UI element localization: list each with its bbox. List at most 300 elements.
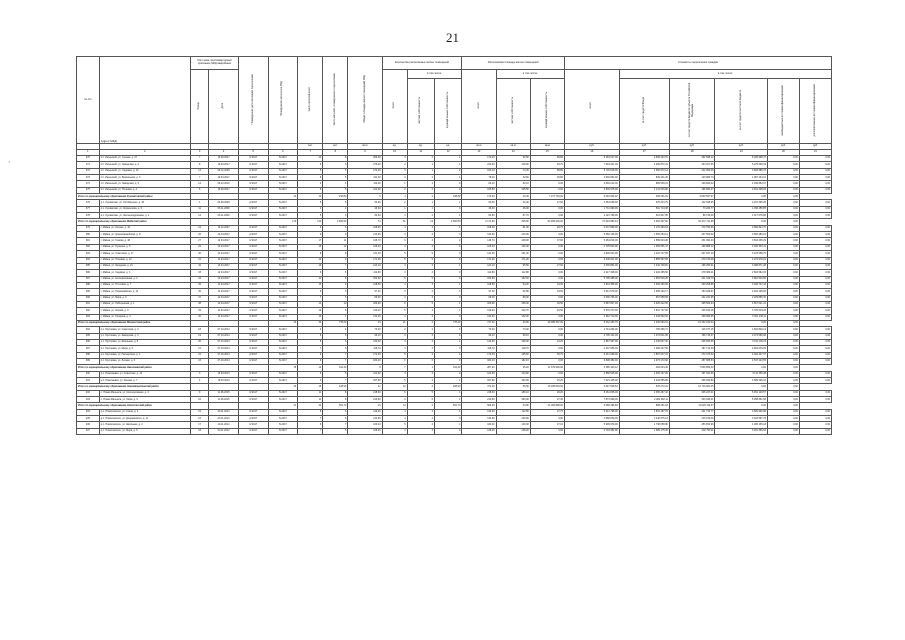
- table-cell: 0,00: [767, 365, 799, 371]
- table-cell: 3 500 900,08: [715, 409, 767, 415]
- table-cell: 3: [382, 346, 407, 352]
- table-cell: 0,00: [530, 295, 564, 301]
- table-cell: 0: [434, 371, 461, 377]
- page-number: 21: [446, 30, 459, 45]
- table-cell: IV.2017: [268, 175, 298, 181]
- unit-cell: руб.: [799, 144, 831, 150]
- table-cell: 12: [298, 156, 323, 162]
- table-cell: 0: [434, 232, 461, 238]
- table-cell: 07.10.2014: [209, 339, 239, 345]
- table-cell: 143,90: [496, 232, 530, 238]
- address-cell: р.п. Мулловка, ул. Заводская, д. 3: [99, 333, 190, 339]
- column-number-cell: 16: [564, 150, 619, 156]
- table-cell: 1 973 172,92: [619, 359, 669, 365]
- table-cell: 124,60: [462, 371, 496, 377]
- table-cell: 0,00: [767, 194, 799, 200]
- table-cell: 241 319,79: [669, 276, 715, 282]
- table-cell: IV.2017: [238, 213, 268, 219]
- table-cell: 778,20: [434, 320, 461, 326]
- table-cell: 1: [407, 200, 434, 206]
- table-cell: 0,00: [799, 422, 831, 428]
- table-cell: 8: [298, 339, 323, 345]
- table-cell: 212,30: [462, 162, 496, 168]
- table-cell: 3: [407, 371, 434, 377]
- table-cell: 27,10: [530, 422, 564, 428]
- table-cell: 171,20: [462, 257, 496, 263]
- table-cell: IV.2017: [268, 168, 298, 174]
- table-cell: 42,40: [496, 200, 530, 206]
- table-cell: 4: [407, 416, 434, 422]
- column-number-cell: 8: [323, 150, 348, 156]
- table-cell: 5 705 386,00: [564, 276, 619, 282]
- table-cell: 1: [434, 282, 461, 288]
- address-cell: г. Майна, ул. Садовая, д. 3: [99, 270, 190, 276]
- table-cell: IV.2017: [268, 352, 298, 358]
- table-cell: 0,00: [767, 352, 799, 358]
- column-number-cell: 13: [462, 150, 496, 156]
- table-cell: 9: [298, 422, 323, 428]
- table-cell: 373: [77, 175, 100, 181]
- table-cell: 5 279 000,93: [715, 162, 767, 168]
- table-cell: 105,50: [496, 187, 530, 193]
- table-cell: 0,00: [767, 359, 799, 365]
- table-cell: 4: [382, 314, 407, 320]
- table-cell: 4 302 447,07: [715, 352, 767, 358]
- table-cell: 0,00: [767, 416, 799, 422]
- address-cell: р.п. Новоспасское, ул. Дзержинского, д. 11: [99, 416, 190, 422]
- table-cell: 0,00: [767, 428, 799, 434]
- table-cell: 07.10.2014: [209, 359, 239, 365]
- table-cell: 0,00: [799, 428, 831, 434]
- table-cell: 141 221,95: [669, 295, 715, 301]
- table-cell: 1 222 285,56: [619, 270, 669, 276]
- table-cell: 2 365 467,42: [619, 390, 669, 396]
- table-cell: 172,30: [462, 352, 496, 358]
- table-cell: 9: [323, 257, 348, 263]
- table-cell: 0,00: [767, 346, 799, 352]
- table-cell: 2 432 128,96: [715, 289, 767, 295]
- table-cell: 4 658 545,00: [564, 371, 619, 377]
- table-cell: 2 816 662,03: [715, 270, 767, 276]
- table-cell: 4: [407, 422, 434, 428]
- table-cell: 25,20: [496, 365, 530, 371]
- table-cell: 0,00: [715, 320, 767, 326]
- table-cell: 0: [434, 346, 461, 352]
- table-cell: 11: [323, 238, 348, 244]
- table-cell: 1 170 283,64: [619, 225, 669, 231]
- table-cell: 393: [77, 314, 100, 320]
- table-cell: 4: [382, 409, 407, 415]
- table-cell: 4: [191, 378, 209, 384]
- table-cell: 131,30: [348, 251, 382, 257]
- table-cell: 5: [407, 301, 434, 307]
- address-cell: р.п. Мулловка, ул. Мира, д. 5: [99, 346, 190, 352]
- address-cell: г. Майна, ул. Пушкина, д. 5: [99, 244, 190, 250]
- table-cell: IV.2017: [268, 200, 298, 206]
- table-cell: 10 710 002,25: [669, 384, 715, 390]
- table-cell: 202 750,11: [669, 428, 715, 434]
- table-cell: 3: [323, 213, 348, 219]
- column-number-cell: 1: [77, 150, 100, 156]
- table-cell: IV.2017: [268, 339, 298, 345]
- table-cell: 6: [323, 409, 348, 415]
- table-cell: 2 229 885,46: [715, 295, 767, 301]
- header-cost-fund: за счет средств Фонда: [641, 96, 645, 124]
- table-cell: 16: [191, 416, 209, 422]
- table-cell: 13: [191, 168, 209, 174]
- table-cell: 3 641 579,00: [564, 289, 619, 295]
- table-cell: 0,00: [767, 397, 799, 403]
- table-cell: 372,40: [462, 384, 496, 390]
- table-cell: 128,20: [496, 428, 530, 434]
- table-cell: 56,50: [496, 384, 530, 390]
- table-cell: 397: [77, 346, 100, 352]
- table-cell: 6: [382, 238, 407, 244]
- table-cell: 14.04.2017: [209, 238, 239, 244]
- table-cell: 3 111 356,08: [715, 371, 767, 377]
- table-cell: 0,00: [799, 181, 831, 187]
- table-body: [77, 156, 832, 435]
- table-cell: 46,30: [348, 206, 382, 212]
- resettlement-table: [76, 56, 832, 435]
- table-cell: 9: [298, 289, 323, 295]
- table-cell: 6 086 496,50: [564, 403, 619, 409]
- table-cell: 0,00: [530, 346, 564, 352]
- table-cell: 15.03.2013: [209, 371, 239, 377]
- table-cell: 7: [191, 175, 209, 181]
- table-cell: 5 451 140,57: [715, 390, 767, 396]
- table-cell: 133,30: [496, 422, 530, 428]
- table-cell: IV.2017: [268, 301, 298, 307]
- table-cell: IV.2017: [238, 282, 268, 288]
- table-cell: 16: [298, 384, 323, 390]
- table-cell: 312,40: [323, 365, 348, 371]
- table-cell: 12: [191, 213, 209, 219]
- table-cell: 3: [407, 409, 434, 415]
- table-cell: IV.2017: [268, 346, 298, 352]
- table-cell: 1 440 075,13: [619, 416, 669, 422]
- table-cell: 2: [434, 238, 461, 244]
- table-cell: IV.2017: [268, 289, 298, 295]
- table-cell: 11 679 990,00: [530, 365, 564, 371]
- table-cell: 0,00: [715, 384, 767, 390]
- table-cell: 3 201 356,53: [715, 428, 767, 434]
- table-cell: 1: [434, 156, 461, 162]
- header-address: Адрес МКД: [99, 57, 190, 144]
- table-cell: 3 939 975,00: [564, 187, 619, 193]
- table-cell: 82,10: [496, 181, 530, 187]
- table-cell: IV.2017: [268, 225, 298, 231]
- table-cell: 26: [191, 232, 209, 238]
- table-cell: 34,30: [530, 282, 564, 288]
- table-cell: 92,60: [496, 156, 530, 162]
- header-cost-extra: внебюджетные источники финансирования: [781, 84, 784, 136]
- table-cell: 5: [298, 187, 323, 193]
- table-cell: 90,00: [348, 200, 382, 206]
- table-cell: 0: [434, 206, 461, 212]
- table-cell: 1: [407, 206, 434, 212]
- table-cell: 614 947,05: [619, 213, 669, 219]
- table-cell: 74: [348, 219, 382, 225]
- table-cell: 0,00: [799, 346, 831, 352]
- table-cell: 2 121 766,00: [564, 213, 619, 219]
- table-cell: 17: [191, 422, 209, 428]
- table-cell: 16: [298, 244, 323, 250]
- table-cell: 0,00: [799, 263, 831, 269]
- table-cell: 14.04.2017: [209, 257, 239, 263]
- table-cell: 171,20: [348, 257, 382, 263]
- table-cell: 11: [191, 206, 209, 212]
- table-cell: 2 247 365,26: [715, 200, 767, 206]
- group-label: Итого по муниципальному образованию Кузоватовский район: [77, 194, 191, 200]
- table-cell: 13.12.2007: [209, 225, 239, 231]
- table-cell: 374: [77, 181, 100, 187]
- table-cell: 1 589 623,28: [619, 238, 669, 244]
- table-cell: 14.04.2017: [209, 308, 239, 314]
- address-cell: пгт. Инзенский, ул. Заводская, д. 2: [99, 162, 190, 168]
- table-cell: 179: [268, 219, 298, 225]
- table-cell: 2: [382, 327, 407, 333]
- table-cell: 5 258 861,68: [715, 397, 767, 403]
- table-cell: 31: [268, 403, 298, 409]
- table-cell: 0,00: [799, 156, 831, 162]
- table-cell: IV.2017: [268, 187, 298, 193]
- table-cell: 5: [298, 213, 323, 219]
- table-cell: 1: [407, 365, 434, 371]
- table-cell: 396: [77, 339, 100, 345]
- table-cell: 19 432 242,64: [669, 320, 715, 326]
- table-cell: 8: [298, 175, 323, 181]
- table-cell: IV.2017: [268, 397, 298, 403]
- table-cell: 0,00: [799, 187, 831, 193]
- table-cell: 0,00: [715, 219, 767, 225]
- table-cell: IV.2017: [238, 416, 268, 422]
- table-cell: 37: [191, 295, 209, 301]
- table-cell: 149,20: [348, 308, 382, 314]
- table-cell: 5: [407, 397, 434, 403]
- table-cell: 40: [191, 314, 209, 320]
- address-cell: р.п. Новоспасское, ул. Школьная, д. 2: [99, 422, 190, 428]
- table-cell: 5: [298, 200, 323, 206]
- table-cell: 1 344 728,81: [619, 263, 669, 269]
- table-cell: 73,40: [462, 327, 496, 333]
- table-cell: 54,80: [496, 403, 530, 409]
- group-label: Итого по муниципальному образованию Николаевский район: [77, 365, 191, 371]
- table-cell: 0,00: [799, 416, 831, 422]
- table-cell: 14.04.2017: [209, 251, 239, 257]
- table-cell: 2: [407, 175, 434, 181]
- table-cell: 0: [434, 359, 461, 365]
- table-cell: 1 738 058,86: [619, 422, 669, 428]
- table-cell: 16: [348, 403, 382, 409]
- table-cell: 3: [382, 371, 407, 377]
- table-cell: 132,20: [462, 314, 496, 320]
- table-cell: 02.09.2009: [209, 200, 239, 206]
- table-cell: 390: [77, 295, 100, 301]
- table-cell: 14.04.2017: [209, 282, 239, 288]
- table-cell: 07.10.2014: [209, 333, 239, 339]
- table-cell: 0,00: [530, 251, 564, 257]
- table-cell: 370: [77, 156, 100, 162]
- table-cell: 5: [323, 168, 348, 174]
- table-cell: 0,00: [767, 263, 799, 269]
- table-cell: IV.2017: [268, 308, 298, 314]
- table-cell: 2 290 872,41: [619, 162, 669, 168]
- table-cell: 0: [434, 276, 461, 282]
- table-cell: 428,90: [323, 384, 348, 390]
- table-cell: 1 867 017,31: [619, 352, 669, 358]
- table-cell: 9: [298, 225, 323, 231]
- table-cell: 385: [77, 263, 100, 269]
- table-cell: 21 000 898,00: [530, 403, 564, 409]
- table-cell: 1 156 155,85: [715, 206, 767, 212]
- table-cell: 0,00: [799, 175, 831, 181]
- table-cell: 0,00: [799, 301, 831, 307]
- table-cell: 87,70: [496, 213, 530, 219]
- table-cell: IV.2017: [238, 168, 268, 174]
- table-cell: 5: [323, 175, 348, 181]
- table-cell: 89 742,09: [669, 213, 715, 219]
- table-cell: 183,30: [496, 397, 530, 403]
- table-cell: 2 474 580,68: [715, 333, 767, 339]
- table-cell: 494 034,46: [619, 365, 669, 371]
- table-cell: 4 667 021,41: [715, 301, 767, 307]
- table-cell: IV.2017: [238, 378, 268, 384]
- table-cell: 5 996 979,00: [564, 422, 619, 428]
- table-cell: 0,00: [799, 162, 831, 168]
- table-cell: 14: [298, 301, 323, 307]
- table-cell: 778,20: [323, 320, 348, 326]
- table-cell: 2: [382, 162, 407, 168]
- table-cell: 312,40: [434, 365, 461, 371]
- table-cell: 36,70: [530, 352, 564, 358]
- table-cell: 0: [434, 187, 461, 193]
- table-cell: 73 220,77: [669, 206, 715, 212]
- table-cell: 4 437 955,00: [564, 346, 619, 352]
- table-cell: 46,30: [496, 206, 530, 212]
- table-cell: IV.2017: [238, 251, 268, 257]
- column-number-cell: 17: [619, 150, 669, 156]
- address-cell: р.п. Мулловка, ул. Школьная, д. 8: [99, 339, 190, 345]
- address-cell: р.п. Мулловка, ул. Лесная, д. 6: [99, 359, 190, 365]
- table-cell: 81,30: [496, 225, 530, 231]
- table-cell: 4 647 529,53: [564, 384, 619, 390]
- table-cell: 380: [77, 232, 100, 238]
- table-cell: IV.2017: [238, 327, 268, 333]
- table-cell: 3: [407, 232, 434, 238]
- table-cell: IV.2017: [268, 416, 298, 422]
- table-cell: 43: [268, 320, 298, 326]
- table-cell: IV.2017: [268, 371, 298, 377]
- table-cell: IV.2017: [238, 162, 268, 168]
- table-cell: 2: [323, 206, 348, 212]
- table-cell: 14.04.2017: [209, 232, 239, 238]
- table-cell: 12: [298, 308, 323, 314]
- column-number-cell: 19: [715, 150, 767, 156]
- table-cell: 174,00: [348, 168, 382, 174]
- table-cell: 6: [382, 359, 407, 365]
- table-cell: 0,00: [799, 327, 831, 333]
- table-cell: IV.2017: [238, 289, 268, 295]
- table-cell: 16 035 804,00: [530, 384, 564, 390]
- table-cell: 221 710,77: [669, 409, 715, 415]
- table-cell: 0: [434, 257, 461, 263]
- table-cell: 35: [191, 282, 209, 288]
- table-cell: 2 034 955,86: [619, 378, 669, 384]
- table-cell: 176,40: [462, 194, 496, 200]
- table-cell: 4: [382, 282, 407, 288]
- table-cell: 2 690 920,51: [619, 156, 669, 162]
- table-cell: 4: [407, 308, 434, 314]
- column-number-cell: 7: [298, 150, 323, 156]
- table-cell: 0,00: [767, 270, 799, 276]
- table-cell: 4: [407, 244, 434, 250]
- table-cell: 2 091 904,22: [564, 194, 619, 200]
- table-cell: 29 095 367,00: [530, 320, 564, 326]
- column-number-cell: 6: [268, 150, 298, 156]
- table-cell: 6 200 998,37: [715, 156, 767, 162]
- table-cell: 0: [434, 314, 461, 320]
- table-cell: 5: [382, 378, 407, 384]
- table-cell: 4: [382, 339, 407, 345]
- table-cell: 37,80: [530, 238, 564, 244]
- table-cell: 3 278 658,76: [715, 251, 767, 257]
- table-cell: 1: [407, 162, 434, 168]
- table-cell: 0,00: [530, 244, 564, 250]
- table-cell: IV.2017: [238, 187, 268, 193]
- table-cell: 152,60: [496, 276, 530, 282]
- header-count-municipal: муниципальная собственность: [445, 92, 449, 128]
- table-cell: 0,00: [799, 232, 831, 238]
- table-cell: IV.2017: [238, 339, 268, 345]
- table-cell: 0,00: [767, 378, 799, 384]
- table-cell: 0,00: [767, 282, 799, 288]
- table-cell: IV.2017: [238, 301, 268, 307]
- header-cost-sub: в том числе:: [619, 70, 831, 79]
- table-cell: 3: [407, 295, 434, 301]
- table-cell: 1: [434, 352, 461, 358]
- table-cell: 196 250,91: [669, 263, 715, 269]
- table-cell: 9: [298, 352, 323, 358]
- table-cell: 2: [407, 156, 434, 162]
- table-cell: 89,30: [496, 295, 530, 301]
- table-cell: 132,20: [348, 314, 382, 320]
- table-cell: 4 909 043,00: [564, 251, 619, 257]
- table-cell: 1 230 660,61: [619, 320, 669, 326]
- table-cell: IV.2017: [268, 295, 298, 301]
- table-cell: 209 060,95: [669, 314, 715, 320]
- table-cell: 8: [348, 365, 382, 371]
- table-cell: 3: [382, 232, 407, 238]
- table-cell: 4: [323, 181, 348, 187]
- unit-cell: руб.: [619, 144, 669, 150]
- unit-cell: руб.: [564, 144, 619, 150]
- table-cell: 5: [323, 371, 348, 377]
- table-cell: 73,40: [496, 327, 530, 333]
- table-cell: 3 301 148,11: [715, 314, 767, 320]
- table-cell: 15: [191, 409, 209, 415]
- table-cell: 6: [191, 187, 209, 193]
- table-cell: 3 318 597,78: [715, 416, 767, 422]
- table-cell: 0,00: [715, 403, 767, 409]
- table-cell: 5: [382, 422, 407, 428]
- table-cell: 4: [298, 327, 323, 333]
- group-label: Итого по муниципальному образованию Новоспасский район: [77, 403, 191, 409]
- table-cell: 0,00: [799, 339, 831, 345]
- header-cost-block: Стоимость переселения граждан: [564, 57, 831, 70]
- table-cell: 1 055 420,17: [619, 289, 669, 295]
- column-number-cell: 2: [99, 150, 190, 156]
